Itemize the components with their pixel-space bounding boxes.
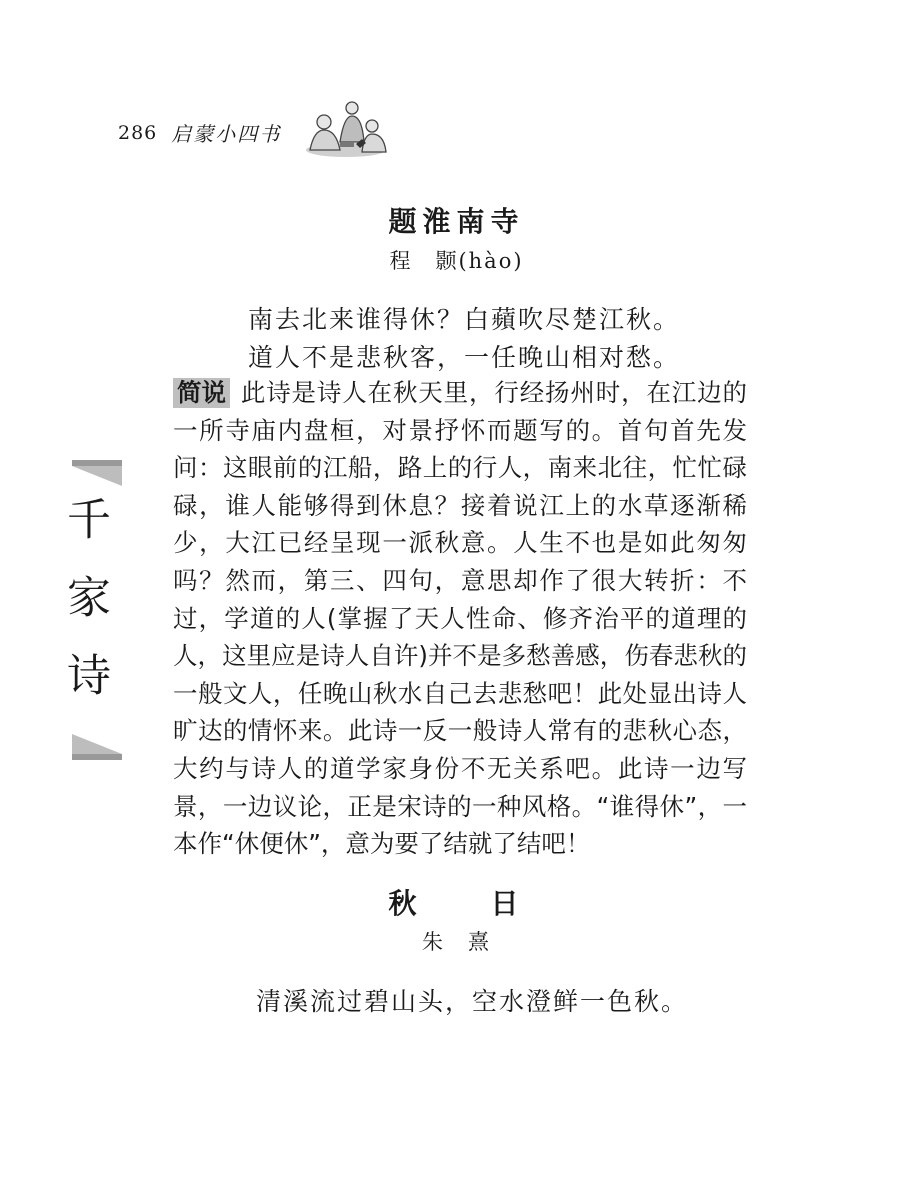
poem-title: 题淮南寺 xyxy=(388,205,525,238)
poem-verse-line: 南去北来谁得休？白蘋吹尽楚江秋。 xyxy=(248,305,681,334)
poem-verse-line: 道人不是悲秋客，一任晚山相对愁。 xyxy=(248,343,681,372)
poem-author: 朱 熹 xyxy=(422,930,491,954)
scholars-illustration-icon xyxy=(300,98,392,160)
poem-title: 秋 日 xyxy=(388,887,525,920)
poem-verse-line: 清溪流过碧山头，空水澄鲜一色秋。 xyxy=(256,987,689,1016)
section-label: 千家诗 xyxy=(59,496,110,730)
commentary-tag: 简说 xyxy=(173,378,230,408)
book-title: 启蒙小四书 xyxy=(171,122,282,146)
commentary-text: 此诗是诗人在秋天里，行经扬州时，在江边的一所寺庙内盘桓，对景抒怀而题写的。首句首先发问：这眼前的江船，路上的行人，南来北往，忙忙碌碌，谁人能够得到休息？接着说江上的水草逐渐稀少，大江已经呈现一派秋意。人生不也是如此匆匆吗？然而，第三、四句，意思却作了很大转折：不过，学道的人(掌握了天人性命、修齐治平的道理的人，这里应是诗人自许)并不是多愁善感，伤春悲秋的一般文人，任晚山秋水自己去悲愁吧！此处显出诗人旷达的情怀来。此诗一反一般诗人常有的悲秋心态，大约与诗人的道学家身份不无关系吧。此诗一边写景，一边议论，正是宋诗的一种风格。“谁得休”，一本作“休便休”，意为要了结就了结吧！ xyxy=(173,378,747,859)
bottom-bracket-mark xyxy=(72,734,122,760)
top-bracket-mark xyxy=(72,460,122,486)
running-header xyxy=(118,118,281,147)
commentary-paragraph xyxy=(173,374,747,863)
section-side-tab xyxy=(59,460,124,760)
poem-author: 程 颢(hào) xyxy=(389,249,524,273)
page-number: 286 xyxy=(118,121,158,144)
